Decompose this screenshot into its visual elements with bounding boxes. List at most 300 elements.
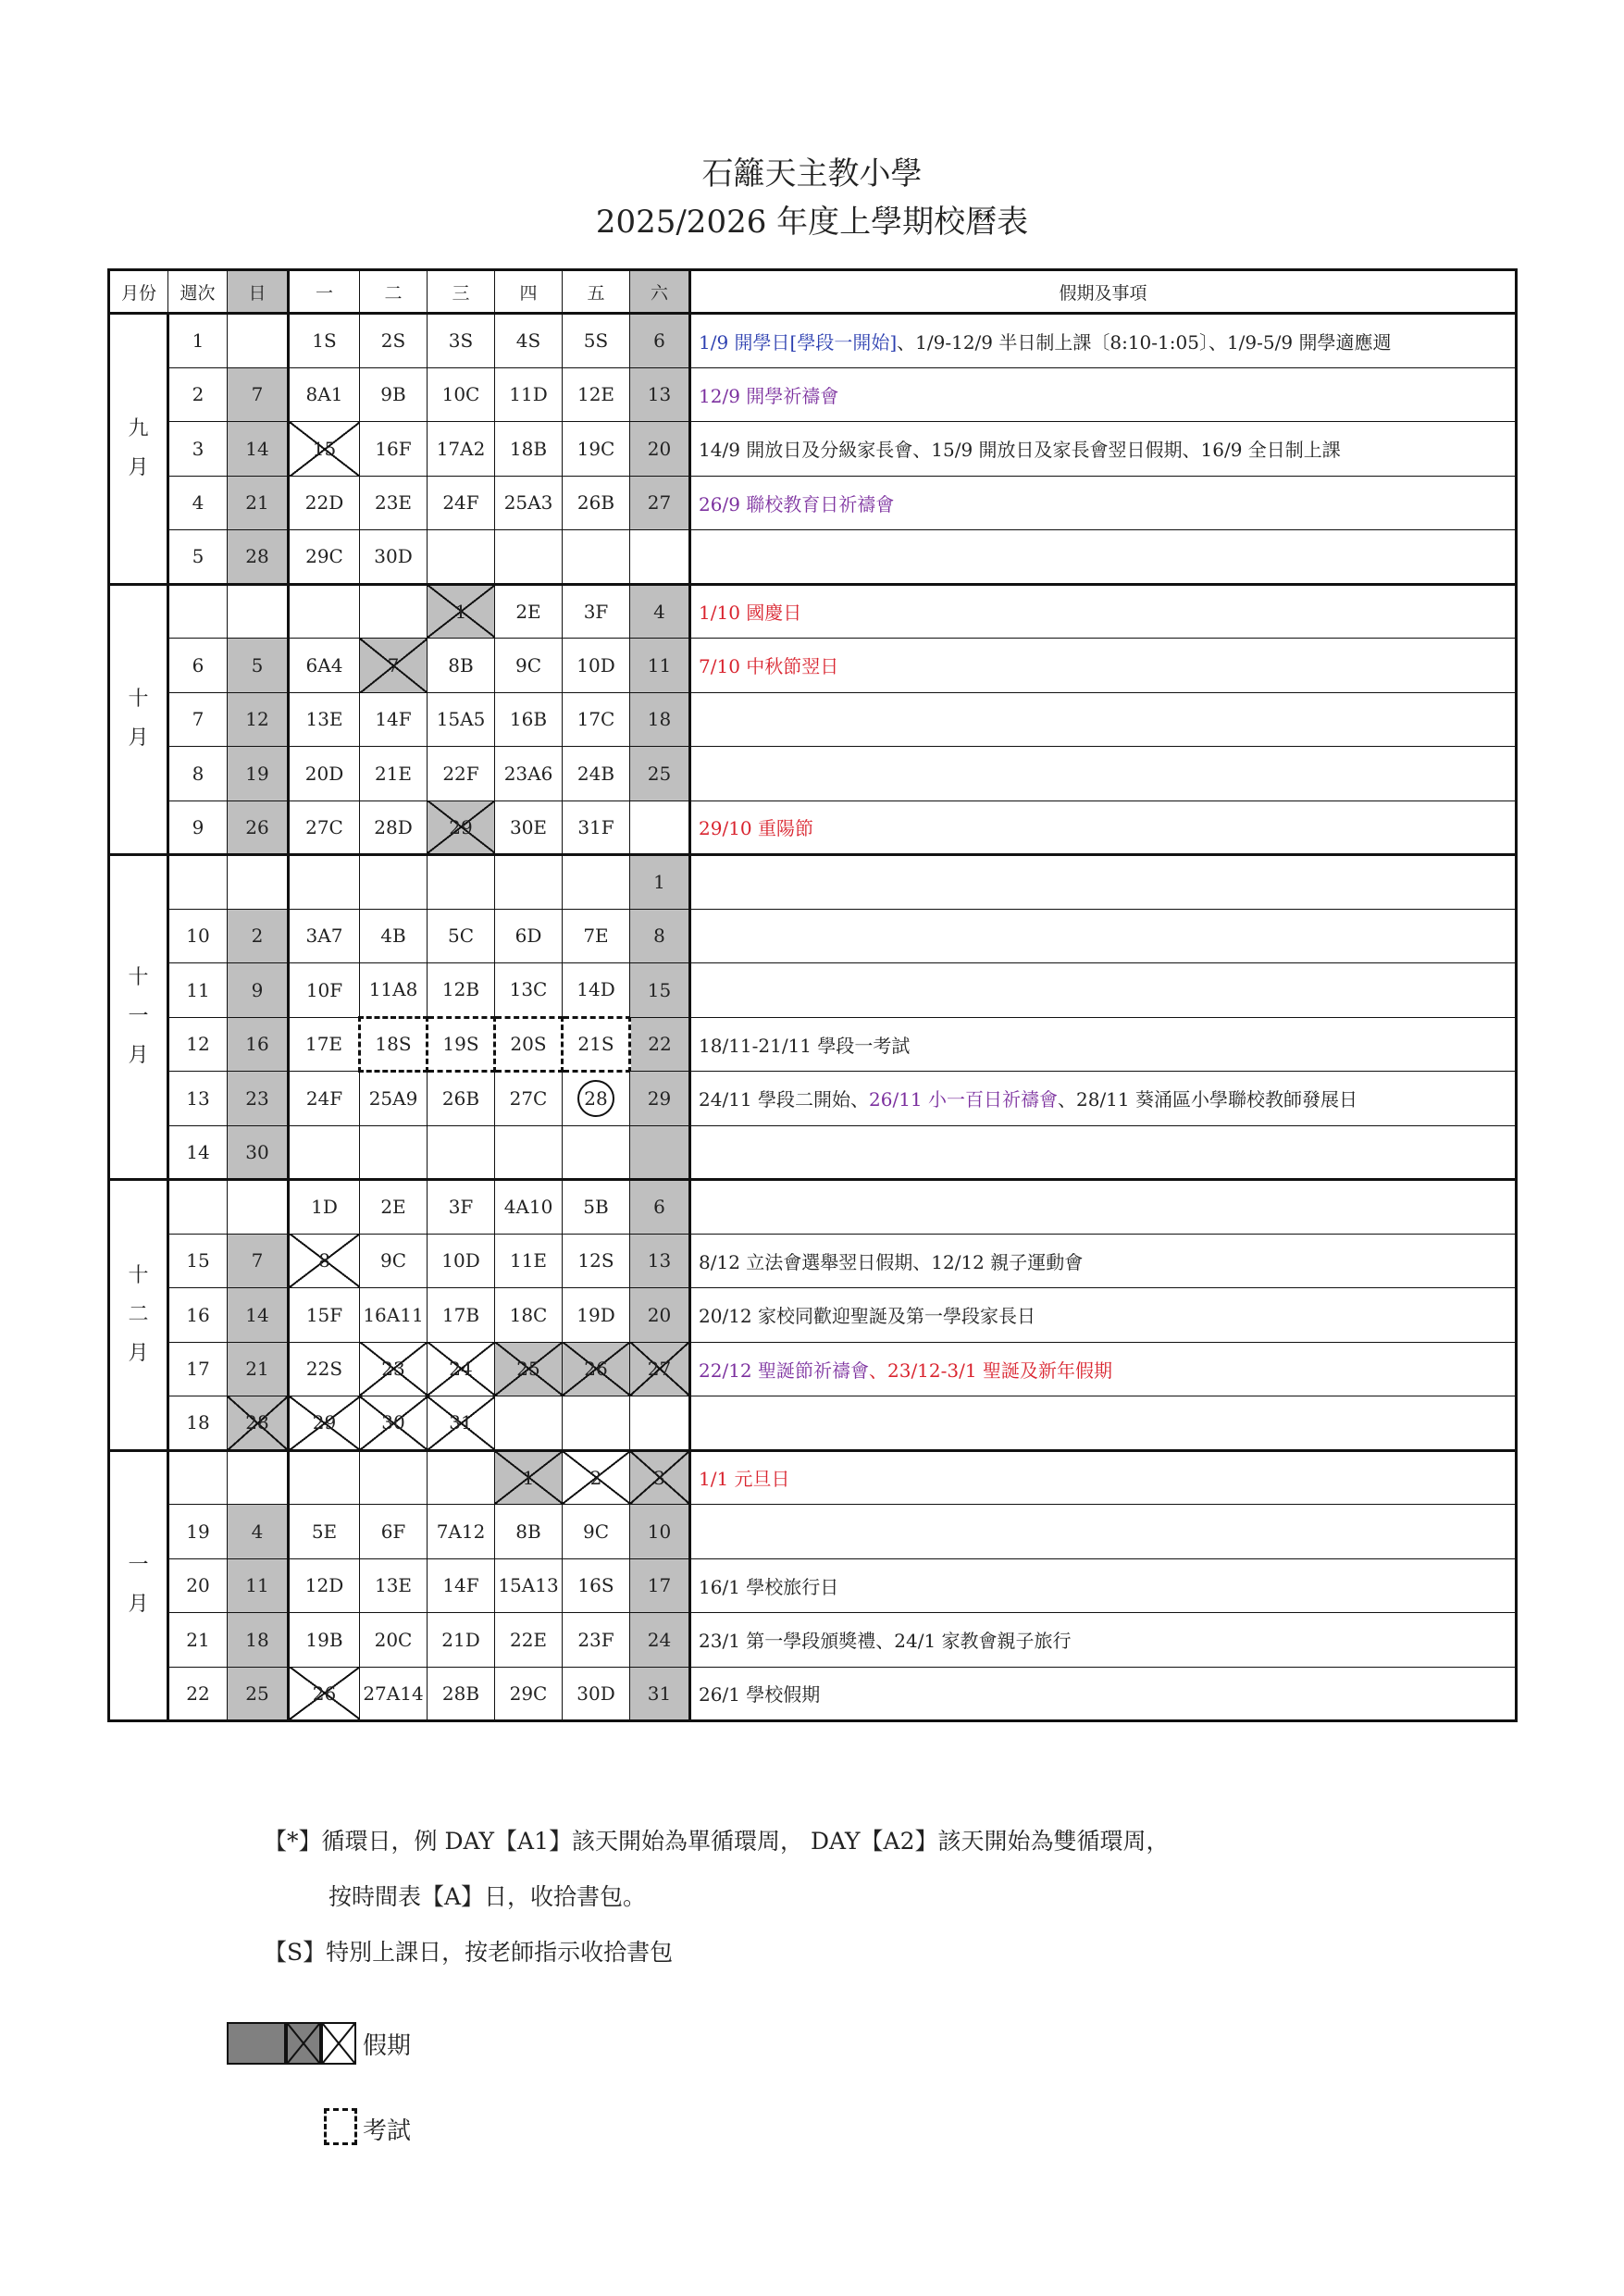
day-cell: 4A10 <box>495 1180 563 1235</box>
header-cell: 五 <box>563 270 630 314</box>
day-cell: 7 <box>360 639 428 693</box>
day-cell: 21D <box>428 1613 495 1668</box>
week-row <box>109 692 1517 747</box>
day-cell: 18S <box>360 1017 428 1072</box>
day-cell: 17 <box>630 1558 690 1613</box>
day-cell: 25A9 <box>360 1072 428 1126</box>
week-row <box>109 530 1517 585</box>
day-cell: 12B <box>428 963 495 1018</box>
event-text: 7/10 中秋節翌日 <box>699 655 839 678</box>
header-cell: 週次 <box>168 270 228 314</box>
day-cell <box>228 855 289 910</box>
day-cell <box>630 1125 690 1180</box>
event-cell <box>690 1505 1517 1559</box>
header-cell: 日 <box>228 270 289 314</box>
day-cell: 24 <box>630 1613 690 1668</box>
day-cell: 2 <box>563 1450 630 1505</box>
day-cell: 20C <box>360 1613 428 1668</box>
week-row <box>109 1342 1517 1396</box>
event-cell <box>690 909 1517 963</box>
month-label <box>109 855 168 1180</box>
month-char: 月 <box>128 455 149 479</box>
week-row <box>109 1017 1517 1072</box>
day-cell: 13 <box>630 1234 690 1288</box>
day-cell: 28D <box>360 800 428 855</box>
day-cell: 17A2 <box>428 422 495 477</box>
event-cell <box>690 530 1517 585</box>
day-cell: 16A11 <box>360 1288 428 1343</box>
day-cell: 31 <box>428 1396 495 1451</box>
day-cell: 9C <box>563 1505 630 1559</box>
day-cell: 22D <box>289 476 360 530</box>
day-cell: 30E <box>495 800 563 855</box>
day-cell <box>495 855 563 910</box>
event-cell <box>690 1667 1517 1721</box>
day-cell: 30 <box>228 1125 289 1180</box>
day-cell: 12 <box>228 692 289 747</box>
month-label <box>109 1450 168 1721</box>
day-cell: 21 <box>228 476 289 530</box>
circled-day: 28 <box>577 1080 614 1117</box>
day-cell: 10 <box>630 1505 690 1559</box>
month-char: 十 <box>128 688 149 712</box>
day-cell: 22E <box>495 1613 563 1668</box>
day-cell: 19B <box>289 1613 360 1668</box>
day-cell: 16F <box>360 422 428 477</box>
week-row <box>109 1125 1517 1180</box>
day-cell <box>428 1125 495 1180</box>
day-cell: 2E <box>360 1180 428 1235</box>
header-cell: 四 <box>495 270 563 314</box>
event-cell <box>690 963 1517 1018</box>
day-cell <box>563 530 630 585</box>
day-cell: 14F <box>428 1558 495 1613</box>
event-cell <box>690 367 1517 422</box>
note-cycle-day: 【*】循環日，例 DAY【A1】該天開始為單循環周， DAY【A2】該天開始為雙循環周， <box>264 1828 1170 1855</box>
day-cell: 21E <box>360 747 428 801</box>
legend-exam-swatch <box>324 2108 357 2145</box>
legend-gray-swatch <box>227 2022 286 2065</box>
day-cell: 10F <box>289 963 360 1018</box>
day-cell <box>228 584 289 639</box>
day-cell: 28 <box>228 530 289 585</box>
day-cell: 13E <box>360 1558 428 1613</box>
day-cell: 1 <box>428 584 495 639</box>
day-cell: 7 <box>228 367 289 422</box>
event-text: 12/9 開學祈禱會 <box>699 384 839 407</box>
day-cell: 28B <box>428 1667 495 1721</box>
event-cell <box>690 422 1517 477</box>
day-cell: 12E <box>563 367 630 422</box>
event-text: 29/10 重陽節 <box>699 817 813 840</box>
day-cell: 5C <box>428 909 495 963</box>
day-cell: 13C <box>495 963 563 1018</box>
day-cell <box>428 855 495 910</box>
month-char: 月 <box>128 726 149 751</box>
day-cell: 29 <box>289 1396 360 1451</box>
day-cell: 13E <box>289 692 360 747</box>
event-text: 、1/9-12/9 半日制上課〔8:10-1:05〕、1/9-5/9 開學適應週 <box>897 330 1392 354</box>
day-cell: 16B <box>495 692 563 747</box>
day-cell: 8A1 <box>289 367 360 422</box>
day-cell: 25 <box>630 747 690 801</box>
day-cell: 7 <box>228 1234 289 1288</box>
event-cell <box>690 584 1517 639</box>
month-char: 二 <box>128 1302 149 1326</box>
day-cell: 11 <box>630 639 690 693</box>
day-cell <box>228 1180 289 1235</box>
week-number: 18 <box>168 1396 228 1451</box>
event-text: 18/11-21/11 學段一考試 <box>699 1034 911 1057</box>
day-cell: 18C <box>495 1288 563 1343</box>
day-cell: 15A5 <box>428 692 495 747</box>
day-cell: 26B <box>428 1072 495 1126</box>
day-cell: 21 <box>228 1342 289 1396</box>
day-cell: 23A6 <box>495 747 563 801</box>
day-cell: 10D <box>563 639 630 693</box>
day-cell: 11E <box>495 1234 563 1288</box>
day-cell: 18B <box>495 422 563 477</box>
week-row <box>109 1667 1517 1721</box>
day-cell: 27C <box>289 800 360 855</box>
week-number: 7 <box>168 692 228 747</box>
day-cell <box>289 1450 360 1505</box>
day-cell: 13 <box>630 367 690 422</box>
day-cell: 30D <box>563 1667 630 1721</box>
day-cell <box>563 1072 630 1126</box>
day-cell: 19C <box>563 422 630 477</box>
event-cell <box>690 855 1517 910</box>
day-cell: 2S <box>360 314 428 368</box>
day-cell: 20D <box>289 747 360 801</box>
day-cell: 2 <box>228 909 289 963</box>
day-cell: 23 <box>228 1072 289 1126</box>
day-cell <box>360 1450 428 1505</box>
day-cell: 7E <box>563 909 630 963</box>
day-cell: 6D <box>495 909 563 963</box>
event-text: 23/1 第一學段頒獎禮、24/1 家教會親子旅行 <box>699 1630 1072 1653</box>
day-cell: 5S <box>563 314 630 368</box>
day-cell: 29 <box>630 1072 690 1126</box>
day-cell <box>563 1125 630 1180</box>
day-cell: 17C <box>563 692 630 747</box>
event-text: 16/1 學校旅行日 <box>699 1575 839 1598</box>
day-cell: 4 <box>630 584 690 639</box>
day-cell: 9B <box>360 367 428 422</box>
day-cell: 14F <box>360 692 428 747</box>
week-row <box>109 1288 1517 1343</box>
month-label <box>109 584 168 855</box>
event-cell <box>690 747 1517 801</box>
day-cell: 27C <box>495 1072 563 1126</box>
day-cell <box>289 584 360 639</box>
day-cell <box>495 530 563 585</box>
week-row <box>109 1505 1517 1559</box>
day-cell: 19 <box>228 747 289 801</box>
month-char: 月 <box>128 1341 149 1365</box>
event-text: 24/11 學段二開始、 <box>699 1088 869 1111</box>
header-cell: 一 <box>289 270 360 314</box>
day-cell: 23 <box>360 1342 428 1396</box>
week-row <box>109 476 1517 530</box>
day-cell: 24B <box>563 747 630 801</box>
day-cell <box>428 1450 495 1505</box>
week-row <box>109 1180 1517 1235</box>
week-number <box>168 855 228 910</box>
day-cell: 6A4 <box>289 639 360 693</box>
day-cell: 22F <box>428 747 495 801</box>
day-cell: 26B <box>563 476 630 530</box>
day-cell: 29C <box>289 530 360 585</box>
day-cell <box>563 855 630 910</box>
day-cell: 8 <box>289 1234 360 1288</box>
day-cell: 1D <box>289 1180 360 1235</box>
day-cell <box>228 1450 289 1505</box>
day-cell: 4 <box>228 1505 289 1559</box>
day-cell: 14 <box>228 1288 289 1343</box>
week-number: 10 <box>168 909 228 963</box>
calendar-title: 2025/2026 年度上學期校曆表 <box>595 204 1029 241</box>
day-cell: 28 <box>228 1396 289 1451</box>
week-number: 1 <box>168 314 228 368</box>
day-cell: 23F <box>563 1613 630 1668</box>
event-text: 、23/12-3/1 聖誕及新年假期 <box>869 1359 1112 1382</box>
day-cell: 27 <box>630 476 690 530</box>
week-number: 12 <box>168 1017 228 1072</box>
day-cell: 12S <box>563 1234 630 1288</box>
day-cell: 30 <box>360 1396 428 1451</box>
day-cell: 18 <box>630 692 690 747</box>
day-cell: 16 <box>228 1017 289 1072</box>
week-row <box>109 639 1517 693</box>
week-number: 2 <box>168 367 228 422</box>
day-cell: 26 <box>289 1667 360 1721</box>
day-cell: 25A3 <box>495 476 563 530</box>
event-cell <box>690 639 1517 693</box>
week-number: 14 <box>168 1125 228 1180</box>
week-number: 13 <box>168 1072 228 1126</box>
day-cell: 10D <box>428 1234 495 1288</box>
event-text: 、28/11 葵涌區小學聯校教師發展日 <box>1058 1088 1357 1111</box>
header-cell: 月份 <box>109 270 168 314</box>
day-cell: 21S <box>563 1017 630 1072</box>
event-cell <box>690 1017 1517 1072</box>
month-char: 月 <box>128 1043 149 1067</box>
event-text: 26/9 聯校教育日祈禱會 <box>699 492 895 515</box>
week-row <box>109 1072 1517 1126</box>
day-cell: 11D <box>495 367 563 422</box>
event-cell <box>690 1288 1517 1343</box>
month-label <box>109 314 168 585</box>
day-cell: 8B <box>495 1505 563 1559</box>
day-cell: 17E <box>289 1017 360 1072</box>
day-cell: 10C <box>428 367 495 422</box>
day-cell: 19S <box>428 1017 495 1072</box>
event-cell <box>690 1558 1517 1613</box>
day-cell <box>630 530 690 585</box>
week-number <box>168 584 228 639</box>
week-row <box>109 1613 1517 1668</box>
day-cell <box>630 800 690 855</box>
day-cell: 3 <box>630 1450 690 1505</box>
event-text: 1/10 國慶日 <box>699 602 802 625</box>
day-cell: 14 <box>228 422 289 477</box>
day-cell <box>630 1396 690 1451</box>
event-text: 22/12 聖誕節祈禱會 <box>699 1359 869 1382</box>
day-cell: 20 <box>630 1288 690 1343</box>
note-special-day: 【S】特別上課日，按老師指示收拾書包 <box>264 1939 674 1966</box>
week-number <box>168 1450 228 1505</box>
day-cell <box>563 1396 630 1451</box>
header-cell: 六 <box>630 270 690 314</box>
month-char: 月 <box>128 1593 149 1617</box>
event-cell <box>690 800 1517 855</box>
week-number: 21 <box>168 1613 228 1668</box>
week-number: 9 <box>168 800 228 855</box>
day-cell: 23E <box>360 476 428 530</box>
day-cell: 25 <box>228 1667 289 1721</box>
day-cell: 24F <box>428 476 495 530</box>
day-cell: 8 <box>630 909 690 963</box>
day-cell: 20S <box>495 1017 563 1072</box>
event-cell <box>690 1125 1517 1180</box>
event-text: 26/1 學校假期 <box>699 1683 821 1706</box>
day-cell: 26 <box>228 800 289 855</box>
week-number: 4 <box>168 476 228 530</box>
event-text: 20/12 家校同歡迎聖誕及第一學段家長日 <box>699 1305 1035 1328</box>
day-cell: 14D <box>563 963 630 1018</box>
day-cell: 15 <box>289 422 360 477</box>
day-cell: 24F <box>289 1072 360 1126</box>
day-cell: 8B <box>428 639 495 693</box>
legend-cross-swatch <box>321 2022 356 2065</box>
day-cell: 4S <box>495 314 563 368</box>
week-row <box>109 1396 1517 1451</box>
day-cell: 1 <box>495 1450 563 1505</box>
day-cell: 6F <box>360 1505 428 1559</box>
event-text: 8/12 立法會選舉翌日假期、12/12 親子運動會 <box>699 1250 1084 1273</box>
day-cell: 27 <box>630 1342 690 1396</box>
month-label <box>109 1180 168 1451</box>
week-row <box>109 800 1517 855</box>
day-cell: 26 <box>563 1342 630 1396</box>
month-char: 九 <box>128 416 149 441</box>
event-cell <box>690 1396 1517 1451</box>
day-cell: 19D <box>563 1288 630 1343</box>
day-cell <box>228 314 289 368</box>
week-row <box>109 855 1517 910</box>
week-number: 5 <box>168 530 228 585</box>
event-text: 14/9 開放日及分級家長會、15/9 開放日及家長會翌日假期、16/9 全日制上課 <box>699 439 1341 462</box>
day-cell: 16S <box>563 1558 630 1613</box>
week-number: 6 <box>168 639 228 693</box>
header-cell: 二 <box>360 270 428 314</box>
week-number: 11 <box>168 963 228 1018</box>
day-cell: 1S <box>289 314 360 368</box>
school-name: 石籬天主教小學 <box>701 155 923 192</box>
day-cell <box>360 855 428 910</box>
day-cell: 6 <box>630 1180 690 1235</box>
week-number: 16 <box>168 1288 228 1343</box>
day-cell: 22S <box>289 1342 360 1396</box>
header-cell: 假期及事項 <box>690 270 1517 314</box>
day-cell: 5E <box>289 1505 360 1559</box>
header-row <box>109 270 1517 314</box>
day-cell: 29 <box>428 800 495 855</box>
day-cell: 24 <box>428 1342 495 1396</box>
week-row <box>109 747 1517 801</box>
week-number: 3 <box>168 422 228 477</box>
day-cell <box>360 1125 428 1180</box>
school-calendar-table <box>107 268 1518 1722</box>
event-text: 1/1 元旦日 <box>699 1468 790 1491</box>
day-cell: 11A8 <box>360 963 428 1018</box>
day-cell: 18 <box>228 1613 289 1668</box>
day-cell: 15F <box>289 1288 360 1343</box>
event-cell <box>690 314 1517 368</box>
month-char: 一 <box>128 1554 149 1578</box>
day-cell: 9C <box>360 1234 428 1288</box>
day-cell: 17B <box>428 1288 495 1343</box>
legend-exam-label: 考試 <box>363 2117 412 2145</box>
day-cell: 11 <box>228 1558 289 1613</box>
day-cell: 2E <box>495 584 563 639</box>
note-timetable: 按時間表【A】日，收拾書包。 <box>329 1883 647 1910</box>
event-text: 26/11 小一百日祈禱會 <box>869 1088 1058 1111</box>
day-cell <box>360 584 428 639</box>
month-char: 十 <box>128 1264 149 1288</box>
day-cell: 29C <box>495 1667 563 1721</box>
day-cell: 15 <box>630 963 690 1018</box>
day-cell: 3A7 <box>289 909 360 963</box>
day-cell: 4B <box>360 909 428 963</box>
week-row <box>109 584 1517 639</box>
event-cell <box>690 1342 1517 1396</box>
week-row <box>109 909 1517 963</box>
week-row <box>109 1450 1517 1505</box>
day-cell: 1 <box>630 855 690 910</box>
day-cell: 20 <box>630 422 690 477</box>
week-row <box>109 963 1517 1018</box>
header-cell: 三 <box>428 270 495 314</box>
day-cell: 3S <box>428 314 495 368</box>
month-char: 一 <box>128 1005 149 1029</box>
day-cell <box>428 530 495 585</box>
event-cell <box>690 1613 1517 1668</box>
week-number: 8 <box>168 747 228 801</box>
week-row <box>109 1558 1517 1613</box>
day-cell: 7A12 <box>428 1505 495 1559</box>
day-cell <box>495 1396 563 1451</box>
day-cell: 9C <box>495 639 563 693</box>
event-cell <box>690 476 1517 530</box>
event-cell <box>690 1072 1517 1126</box>
week-number: 22 <box>168 1667 228 1721</box>
event-cell <box>690 1450 1517 1505</box>
week-number: 15 <box>168 1234 228 1288</box>
day-cell: 9 <box>228 963 289 1018</box>
day-cell: 31F <box>563 800 630 855</box>
day-cell <box>495 1125 563 1180</box>
day-cell: 3F <box>563 584 630 639</box>
day-cell <box>289 1125 360 1180</box>
month-char: 十 <box>128 966 149 990</box>
event-text: 1/9 開學日[學段一開始] <box>699 330 898 354</box>
day-cell: 5B <box>563 1180 630 1235</box>
week-row <box>109 314 1517 368</box>
event-cell <box>690 1180 1517 1235</box>
legend-holiday-label: 假期 <box>363 2032 412 2060</box>
